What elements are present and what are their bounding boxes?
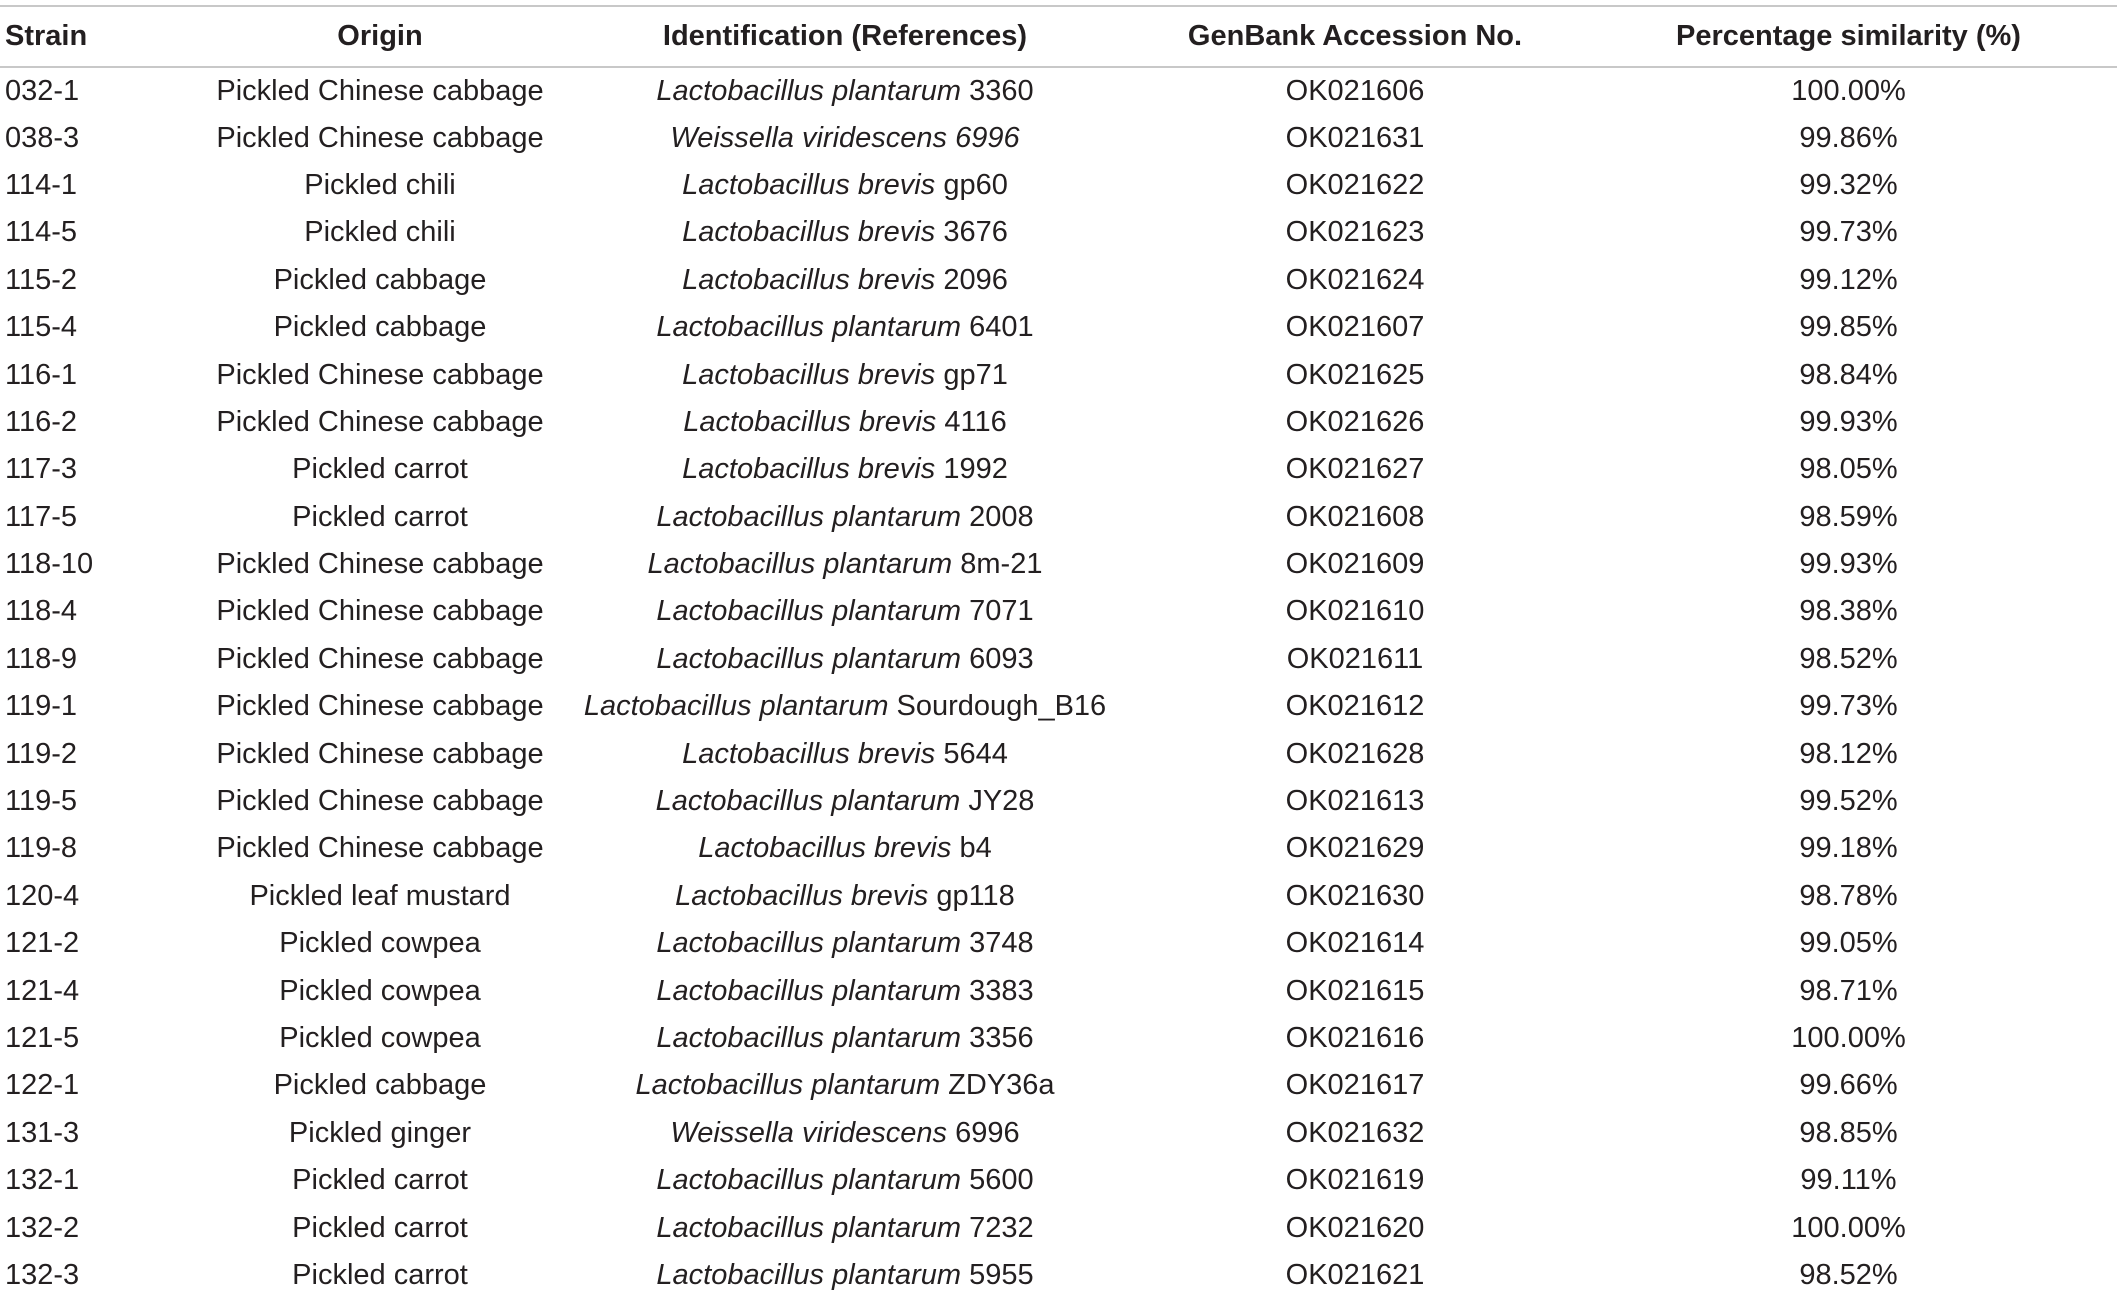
cell-strain: 122-1	[5, 1069, 80, 1102]
cell-identification	[560, 1157, 1130, 1204]
cell-identification	[560, 114, 1130, 161]
cell-similarity: 98.78%	[1799, 879, 1898, 912]
header-strain: Strain	[0, 6, 200, 67]
cell-origin: Pickled carrot	[292, 1211, 468, 1244]
reference-strain: 7071	[969, 595, 1034, 628]
species-name: Lactobacillus plantarum	[656, 74, 962, 107]
cell-origin: Pickled cowpea	[279, 974, 481, 1007]
table-row	[0, 1015, 2117, 1062]
species-name: Lactobacillus brevis	[682, 168, 936, 201]
cell-similarity: 99.32%	[1799, 168, 1898, 201]
cell-identification	[560, 920, 1130, 967]
cell-identification	[560, 1015, 1130, 1062]
species-name: Lactobacillus plantarum	[647, 548, 953, 581]
header-similarity: Percentage similarity (%)	[1580, 6, 2117, 67]
cell-similarity: 99.73%	[1799, 216, 1898, 249]
cell-identification	[560, 1110, 1130, 1157]
cell-accession: OK021624	[1285, 263, 1425, 296]
cell-identification	[560, 636, 1130, 683]
table-row	[0, 257, 2117, 304]
cell-strain: 114-1	[5, 168, 78, 201]
species-name: Weissella viridescens 6996	[670, 121, 1020, 154]
cell-similarity: 98.38%	[1799, 595, 1898, 628]
cell-similarity: 99.12%	[1799, 263, 1898, 296]
reference-strain: 6093	[969, 642, 1034, 675]
cell-accession: OK021611	[1286, 642, 1424, 675]
cell-similarity: 99.52%	[1799, 785, 1898, 818]
cell-similarity: 99.93%	[1799, 548, 1898, 581]
cell-accession: OK021632	[1285, 1116, 1425, 1149]
cell-accession: OK021629	[1285, 832, 1425, 865]
cell-accession: OK021620	[1285, 1211, 1425, 1244]
table-header	[0, 6, 2117, 67]
cell-accession: OK021622	[1285, 168, 1425, 201]
cell-similarity: 100.00%	[1791, 74, 1906, 107]
header-row	[0, 6, 2117, 67]
cell-origin: Pickled Chinese cabbage	[216, 690, 544, 723]
table-row	[0, 778, 2117, 825]
cell-similarity: 100.00%	[1791, 1022, 1906, 1054]
cell-identification	[560, 1062, 1130, 1109]
cell-similarity: 98.59%	[1799, 500, 1898, 533]
cell-origin: Pickled Chinese cabbage	[216, 74, 544, 107]
reference-strain: 3360	[969, 74, 1034, 107]
species-name: Lactobacillus plantarum	[656, 1258, 962, 1291]
cell-accession: OK021607	[1285, 311, 1425, 344]
reference-strain: ZDY36a	[948, 1069, 1055, 1102]
species-name: Lactobacillus brevis	[682, 358, 936, 391]
cell-identification	[560, 351, 1130, 398]
species-name: Lactobacillus plantarum	[656, 1211, 962, 1244]
cell-strain: 117-5	[5, 500, 78, 533]
cell-accession: OK021610	[1285, 595, 1425, 628]
cell-similarity: 99.85%	[1799, 311, 1898, 344]
cell-accession: OK021613	[1285, 785, 1425, 818]
cell-similarity: 98.05%	[1799, 453, 1898, 486]
table-row	[0, 730, 2117, 777]
species-name: Lactobacillus brevis	[683, 405, 937, 438]
reference-strain: gp60	[943, 168, 1008, 201]
cell-identification	[560, 683, 1130, 730]
cell-accession: OK021616	[1285, 1022, 1425, 1054]
cell-strain: 132-2	[5, 1211, 80, 1244]
cell-strain: 116-2	[5, 405, 78, 438]
reference-strain: 6401	[969, 311, 1034, 344]
cell-strain: 118-4	[5, 595, 78, 628]
species-name: Lactobacillus brevis	[698, 832, 952, 865]
cell-origin: Pickled carrot	[292, 1258, 468, 1291]
table-row	[0, 873, 2117, 920]
cell-origin: Pickled cabbage	[273, 1069, 487, 1102]
table-row	[0, 162, 2117, 209]
table-row	[0, 541, 2117, 588]
cell-strain: 114-5	[5, 216, 78, 249]
cell-similarity: 99.05%	[1799, 927, 1898, 960]
cell-identification	[560, 162, 1130, 209]
cell-origin: Pickled Chinese cabbage	[216, 358, 544, 391]
table-row	[0, 351, 2117, 398]
cell-strain: 121-5	[5, 1022, 80, 1054]
cell-similarity: 98.71%	[1799, 974, 1898, 1007]
cell-origin: Pickled carrot	[292, 453, 468, 486]
cell-strain: 032-1	[5, 74, 80, 107]
reference-strain: 2096	[943, 263, 1008, 296]
cell-origin: Pickled chili	[304, 168, 456, 201]
species-name: Lactobacillus brevis	[675, 879, 929, 912]
cell-accession: OK021627	[1285, 453, 1425, 486]
cell-similarity: 98.85%	[1799, 1116, 1898, 1149]
cell-origin: Pickled carrot	[292, 500, 468, 533]
reference-strain: 8m-21	[960, 548, 1043, 581]
reference-strain: gp71	[943, 358, 1008, 391]
cell-strain: 119-5	[5, 785, 78, 818]
cell-origin: Pickled Chinese cabbage	[216, 595, 544, 628]
species-name: Lactobacillus plantarum	[656, 595, 962, 628]
cell-accession: OK021609	[1285, 548, 1425, 581]
cell-origin: Pickled Chinese cabbage	[216, 832, 544, 865]
table-row	[0, 304, 2117, 351]
cell-accession: OK021626	[1285, 405, 1425, 438]
cell-strain: 121-2	[5, 927, 80, 960]
cell-accession: OK021606	[1285, 74, 1425, 107]
cell-similarity: 99.11%	[1800, 1164, 1897, 1197]
strain-identification-table	[0, 5, 2117, 1299]
table-row	[0, 825, 2117, 872]
table-row	[0, 1110, 2117, 1157]
species-name: Lactobacillus plantarum	[656, 311, 962, 344]
cell-identification	[560, 778, 1130, 825]
cell-accession: OK021631	[1285, 121, 1425, 154]
cell-accession: OK021630	[1285, 879, 1425, 912]
species-name: Lactobacillus plantarum	[655, 785, 961, 818]
species-name: Lactobacillus plantarum	[656, 1164, 962, 1197]
species-name: Lactobacillus plantarum	[656, 500, 962, 533]
reference-strain: JY28	[968, 785, 1035, 818]
reference-strain: 3383	[969, 974, 1034, 1007]
species-name: Lactobacillus brevis	[682, 216, 936, 249]
cell-origin: Pickled cabbage	[273, 311, 487, 344]
species-name: Lactobacillus plantarum	[656, 927, 962, 960]
header-origin: Origin	[200, 6, 560, 67]
cell-strain: 119-8	[5, 832, 78, 865]
cell-accession: OK021615	[1285, 974, 1425, 1007]
species-name: Lactobacillus brevis	[682, 737, 936, 770]
cell-origin: Pickled cowpea	[279, 1022, 481, 1054]
reference-strain: b4	[959, 832, 992, 865]
cell-strain: 115-4	[5, 311, 78, 344]
cell-origin: Pickled Chinese cabbage	[216, 405, 544, 438]
cell-strain: 119-2	[5, 737, 78, 770]
cell-identification	[560, 399, 1130, 446]
cell-similarity: 100.00%	[1791, 1211, 1906, 1244]
cell-strain: 118-10	[5, 548, 94, 581]
table-row	[0, 114, 2117, 161]
cell-similarity: 99.73%	[1799, 690, 1898, 723]
table-row	[0, 920, 2117, 967]
reference-strain: 2008	[969, 500, 1034, 533]
cell-origin: Pickled Chinese cabbage	[216, 642, 544, 675]
reference-strain: 6996	[955, 1116, 1020, 1149]
species-name: Lactobacillus plantarum	[583, 690, 889, 723]
cell-origin: Pickled Chinese cabbage	[216, 737, 544, 770]
cell-identification	[560, 873, 1130, 920]
table-row	[0, 1252, 2117, 1299]
table-row	[0, 683, 2117, 730]
cell-identification	[560, 588, 1130, 635]
cell-identification	[560, 1204, 1130, 1251]
cell-identification	[560, 446, 1130, 493]
cell-accession: OK021621	[1285, 1258, 1425, 1291]
cell-strain: 120-4	[5, 879, 80, 912]
cell-accession: OK021625	[1285, 358, 1425, 391]
cell-strain: 121-4	[5, 974, 80, 1007]
cell-strain: 131-3	[5, 1116, 80, 1149]
cell-similarity: 98.52%	[1799, 642, 1898, 675]
cell-identification	[560, 967, 1130, 1014]
cell-strain: 132-1	[5, 1164, 80, 1197]
cell-accession: OK021628	[1285, 737, 1425, 770]
cell-origin: Pickled Chinese cabbage	[216, 548, 544, 581]
species-name: Lactobacillus plantarum	[656, 1022, 962, 1054]
cell-accession: OK021623	[1285, 216, 1425, 249]
cell-origin: Pickled carrot	[292, 1164, 468, 1197]
species-name: Lactobacillus plantarum	[635, 1069, 941, 1102]
table-row	[0, 588, 2117, 635]
cell-strain: 116-1	[5, 358, 78, 391]
cell-identification	[560, 494, 1130, 541]
cell-accession: OK021612	[1285, 690, 1425, 723]
cell-origin: Pickled Chinese cabbage	[216, 785, 544, 818]
species-name: Lactobacillus brevis	[682, 263, 936, 296]
table-row	[0, 494, 2117, 541]
cell-origin: Pickled ginger	[288, 1116, 472, 1149]
species-name: Lactobacillus brevis	[682, 453, 936, 486]
reference-strain: 5955	[969, 1258, 1034, 1291]
cell-identification	[560, 304, 1130, 351]
cell-identification	[560, 1252, 1130, 1299]
cell-similarity: 98.84%	[1799, 358, 1898, 391]
cell-strain: 038-3	[5, 121, 80, 154]
cell-similarity: 99.18%	[1799, 832, 1898, 865]
reference-strain: 5600	[969, 1164, 1034, 1197]
cell-origin: Pickled chili	[304, 216, 456, 249]
reference-strain: 3356	[969, 1022, 1034, 1054]
table-row	[0, 1157, 2117, 1204]
reference-strain: 5644	[943, 737, 1008, 770]
cell-origin: Pickled leaf mustard	[249, 879, 511, 912]
reference-strain: gp118	[936, 879, 1015, 912]
cell-strain: 117-3	[5, 453, 78, 486]
table-row	[0, 967, 2117, 1014]
reference-strain: 4116	[944, 405, 1007, 438]
cell-accession: OK021614	[1285, 927, 1425, 960]
table-row	[0, 399, 2117, 446]
cell-strain: 119-1	[5, 690, 78, 723]
cell-origin: Pickled cowpea	[279, 927, 481, 960]
header-accession: GenBank Accession No.	[1130, 6, 1580, 67]
reference-strain: Sourdough_B16	[896, 690, 1107, 723]
cell-origin: Pickled cabbage	[273, 263, 487, 296]
cell-strain: 132-3	[5, 1258, 80, 1291]
table-row	[0, 209, 2117, 256]
cell-identification	[560, 209, 1130, 256]
table-row	[0, 67, 2117, 114]
species-name: Weissella viridescens	[670, 1116, 948, 1149]
cell-similarity: 98.52%	[1799, 1258, 1898, 1291]
cell-accession: OK021619	[1285, 1164, 1425, 1197]
cell-identification	[560, 541, 1130, 588]
cell-origin: Pickled Chinese cabbage	[216, 121, 544, 154]
reference-strain: 3748	[969, 927, 1034, 960]
species-name: Lactobacillus plantarum	[656, 974, 962, 1007]
cell-similarity: 99.66%	[1799, 1069, 1898, 1102]
reference-strain: 7232	[969, 1211, 1034, 1244]
cell-similarity: 99.93%	[1799, 405, 1898, 438]
species-name: Lactobacillus plantarum	[656, 642, 962, 675]
table-row	[0, 446, 2117, 493]
table-row	[0, 1062, 2117, 1109]
cell-similarity: 98.12%	[1799, 737, 1898, 770]
cell-strain: 115-2	[5, 263, 78, 296]
cell-strain: 118-9	[5, 642, 78, 675]
reference-strain: 3676	[943, 216, 1008, 249]
cell-identification	[560, 67, 1130, 114]
header-identification: Identification (References)	[560, 6, 1130, 67]
reference-strain: 1992	[943, 453, 1008, 486]
cell-identification	[560, 257, 1130, 304]
cell-identification	[560, 730, 1130, 777]
cell-identification	[560, 825, 1130, 872]
cell-similarity: 99.86%	[1799, 121, 1898, 154]
cell-accession: OK021617	[1285, 1069, 1425, 1102]
table-body	[0, 67, 2117, 1299]
table-row	[0, 636, 2117, 683]
table-row	[0, 1204, 2117, 1251]
cell-accession: OK021608	[1285, 500, 1425, 533]
